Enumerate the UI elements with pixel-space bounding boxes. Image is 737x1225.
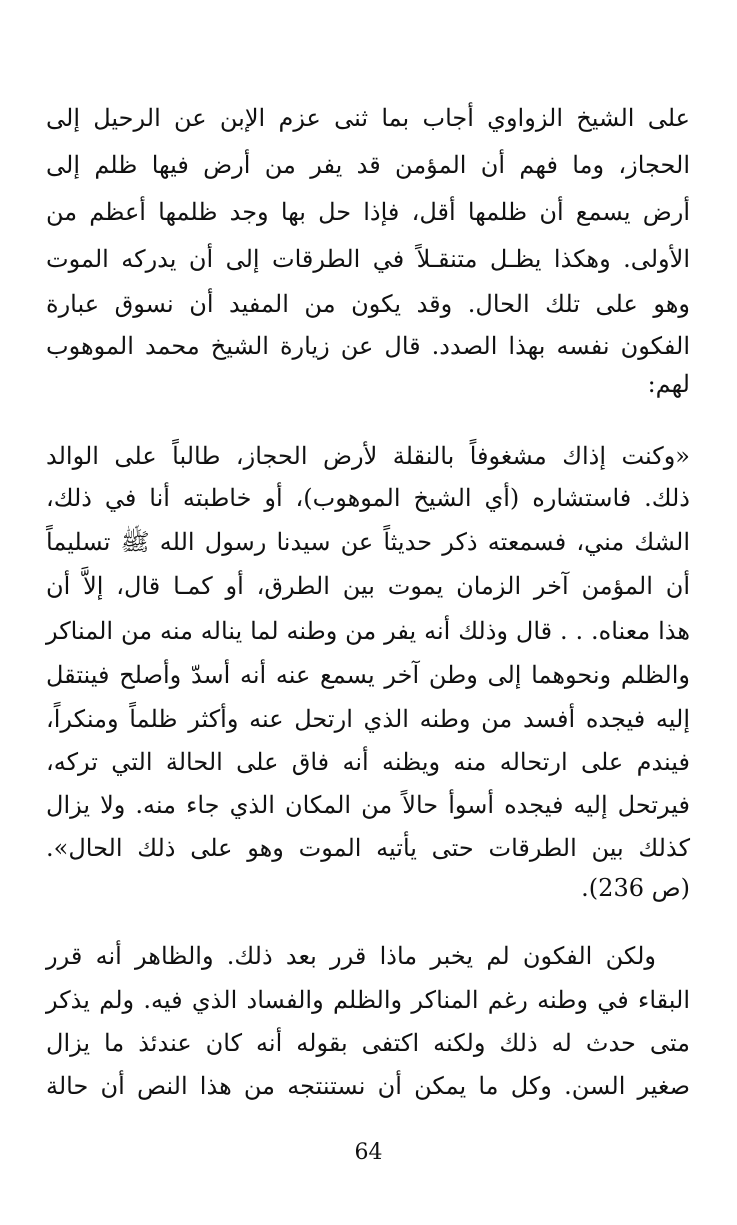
quote-line: والظلم ونحوهما إلى وطن آخر يسمع عنه أنه أسدّ وأصلح فينتقل: [46, 661, 690, 689]
text-line: على الشيخ الزواوي أجاب بما ثنى عزم الإبن عن الرحيل إلى: [46, 104, 690, 132]
quote-line: فيندم على ارتحاله منه ويظنه أنه فاق على الحالة التي تركه،: [46, 748, 690, 776]
quote-citation: (ص 236).: [581, 874, 690, 902]
page-number: 64: [354, 1140, 383, 1165]
quote-line: الشك مني، فسمعته ذكر حديثاً عن سيدنا رسول الله ﷺ تسليماً: [46, 528, 690, 556]
text-line: صغير السن. وكل ما يمكن أن نستنتجه من هذا النص أن حالة: [46, 1072, 690, 1100]
text-line: متى حدث له ذلك ولكنه اكتفى بقوله أنه كان عندئذ ما يزال: [46, 1029, 690, 1057]
quote-line: ذلك. فاستشاره (أي الشيخ الموهوب)، أو خاطبته أنا في ذلك،: [46, 484, 690, 512]
quote-line: كذلك بين الطرقات حتى يأتيه الموت وهو على ذلك الحال».: [46, 834, 690, 862]
text-line: وهو على تلك الحال. وقد يكون من المفيد أن نسوق عبارة: [46, 290, 690, 318]
text-line: الفكون نفسه بهذا الصدد. قال عن زيارة الشيخ محمد الموهوب: [46, 332, 690, 360]
text-line: الأولى. وهكذا يظـل متنقـلاً في الطرقات إلى أن يدركه الموت: [46, 245, 690, 273]
text-line: لهم:: [647, 370, 690, 398]
quote-line: هذا معناه. . . قال وذلك أنه يفر من وطنه لما يناله منه من المناكر: [46, 617, 690, 645]
text-line: ولكن الفكون لم يخبر ماذا قرر بعد ذلك. والظاهر أنه قرر: [46, 942, 656, 970]
text-line: البقاء في وطنه رغم المناكر والظلم والفساد الذي فيه. ولم يذكر: [46, 986, 690, 1014]
quote-line: إليه فيجده أفسد من وطنه الذي ارتحل عنه وأكثر ظلماً ومنكراً،: [46, 705, 690, 733]
quote-line: «وكنت إذاك مشغوفاً بالنقلة لأرض الحجاز، طالباً على الوالد: [46, 442, 690, 470]
quote-line: فيرتحل إليه فيجده أسوأ حالاً من المكان الذي جاء منه. ولا يزال: [46, 791, 690, 819]
text-line: أرض يسمع أن ظلمها أقل، فإذا حل بها وجد ظلمها أعظم من: [46, 198, 690, 226]
text-line: الحجاز، وما فهم أن المؤمن قد يفر من أرض فيها ظلم إلى: [46, 151, 690, 179]
quote-line: أن المؤمن آخر الزمان يموت بين الطرق، أو كمـا قال، إلاَّ أن: [46, 572, 690, 600]
